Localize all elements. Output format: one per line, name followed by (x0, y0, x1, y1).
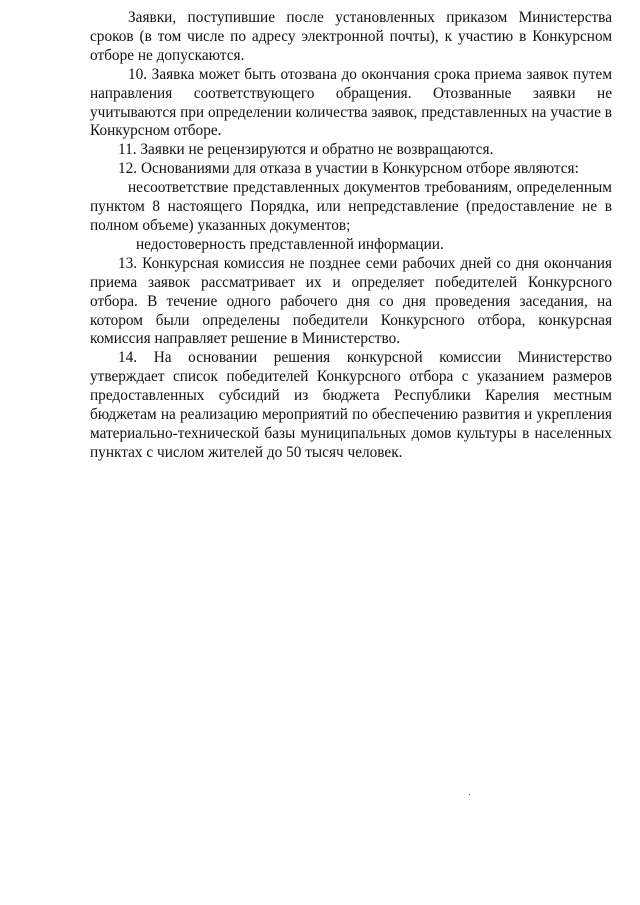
document-body (90, 9, 612, 463)
paragraph-14: 14. На основании решения конкурсной комиссии Министерство утверждает список победителей Конкурсного отбора с указанием размеров предоставленных субсидий из бюджета Республики Карелия местным бюджетам на реализацию мероприятий по обеспечению развития и укрепления материально-технической базы муниципальных домов культуры в населенных пунктах с числом жителей до 50 тысяч человек. (90, 349, 612, 461)
scan-speck (469, 794, 470, 795)
paragraph-13: 13. Конкурсная комиссия не позднее семи рабочих дней со дня окончания приема заявок рассматривает их и определяет победителей Конкурсного отбора. В течение одного рабочего дня со дня проведения заседания, на котором были определены победители Конкурсного отбора, конкурсная комиссия направляет решение в Министерство. (90, 254, 612, 348)
paragraph-12-item-2: недостоверность представленной информации. (136, 235, 444, 253)
paragraph-12: 12. Основаниями для отказа в участии в Конкурсном отборе являются: (118, 160, 579, 178)
paragraph-late-applications: Заявки, поступившие после установленных приказом Министерства сроков (в том числе по адресу электронной почты), к участию в Конкурсном отборе не допускаются. (90, 9, 612, 64)
paragraph-10: 10. Заявка может быть отозвана до окончания срока приема заявок путем направления соответствующего обращения. Отозванные заявки не учитываются при определении количества заявок, представленных на участие в Конкурсном отборе. (90, 65, 612, 140)
paragraph-12-item-1: несоответствие представленных документов требованиям, определенным пунктом 8 настоящего Порядка, или непредставление (предоставление не в полном объеме) указанных документов; (90, 179, 612, 234)
paragraph-11: 11. Заявки не рецензируются и обратно не возвращаются. (118, 141, 494, 159)
